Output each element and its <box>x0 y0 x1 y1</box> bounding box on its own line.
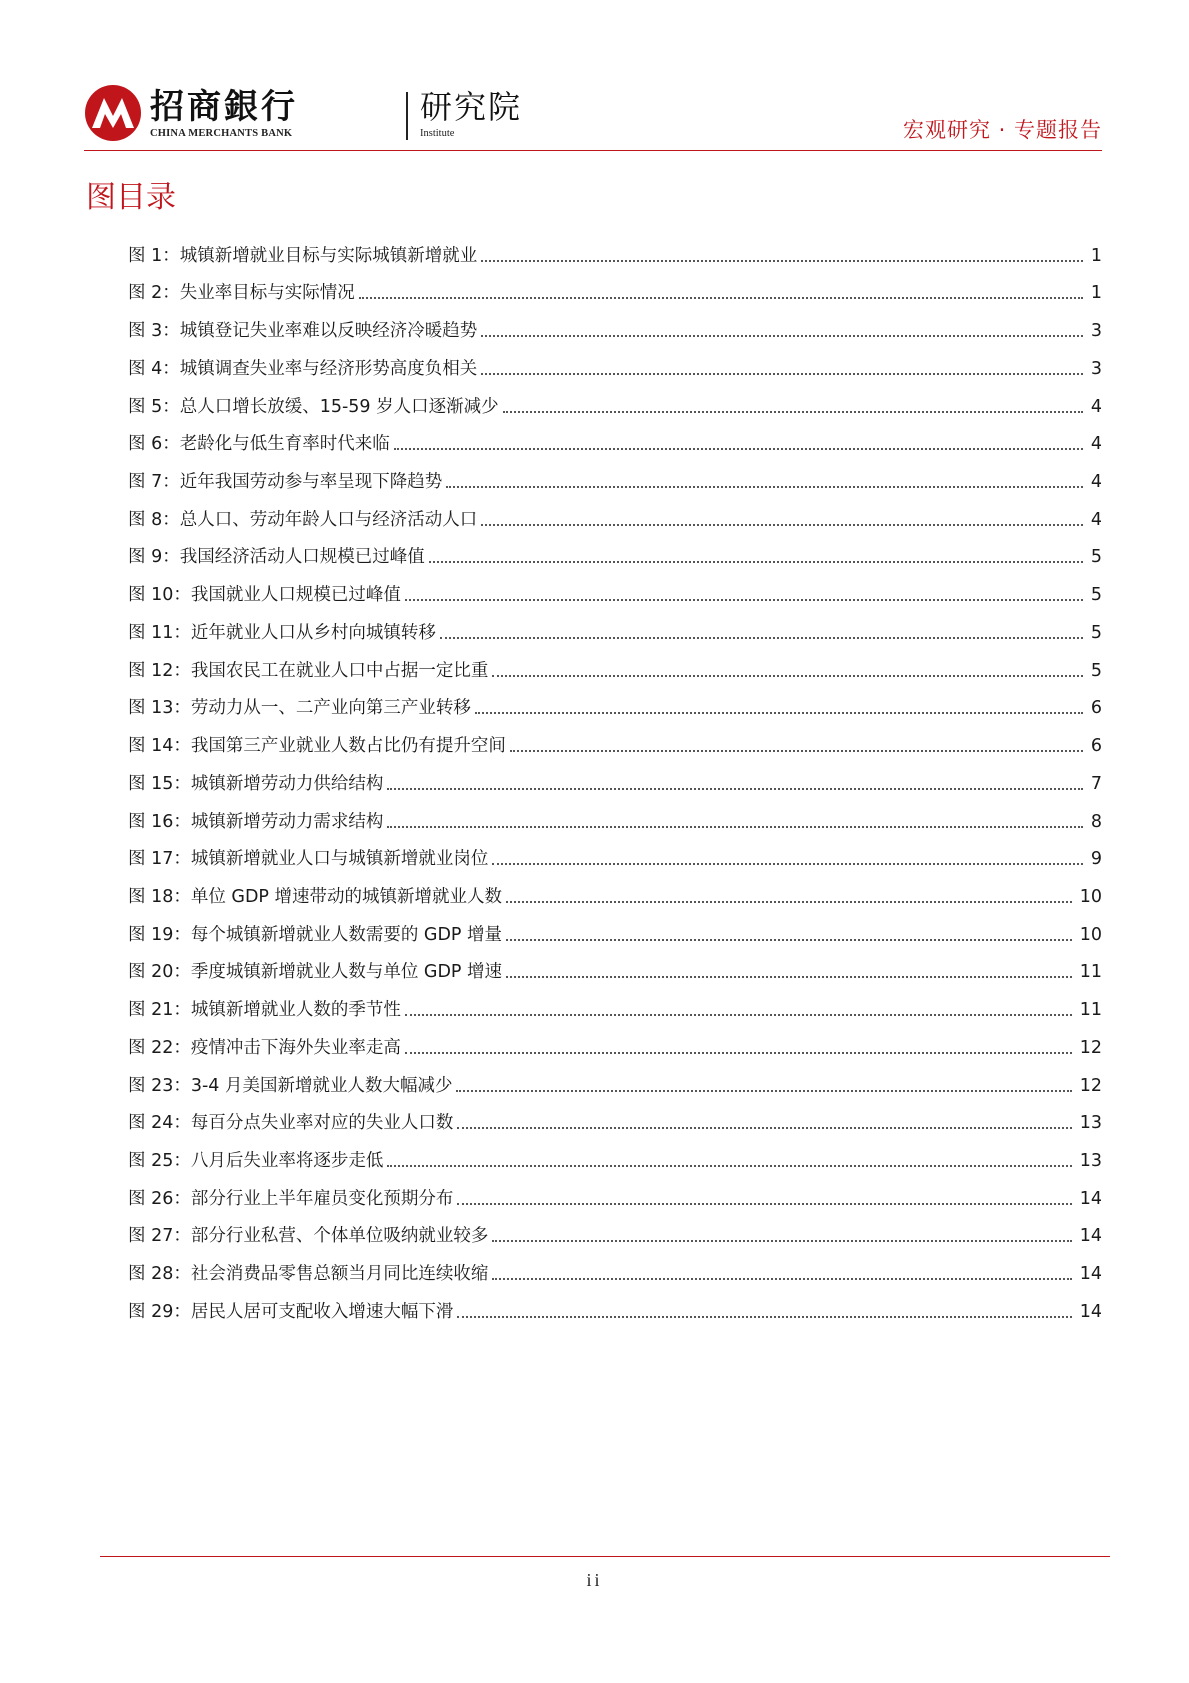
toc-leader-dots <box>506 938 1072 941</box>
toc-entry-label: 图 28：社会消费品零售总额当月同比连续收缩 <box>128 1264 489 1285</box>
institute-name-cn: 研究院 <box>420 88 523 126</box>
toc-entry[interactable] <box>128 267 1102 305</box>
toc-entry-page: 1 <box>1090 283 1102 304</box>
toc-leader-dots <box>481 334 1083 337</box>
toc-entry-page: 6 <box>1090 736 1102 757</box>
toc-entry-label: 图 25：八月后失业率将逐步走低 <box>128 1150 384 1171</box>
toc-entry-label: 图 2：失业率目标与实际情况 <box>128 283 355 304</box>
toc-entry-label: 图 10：我国就业人口规模已过峰值 <box>128 585 401 606</box>
header-rule <box>84 150 1102 151</box>
toc-entry[interactable] <box>128 342 1102 380</box>
toc-entry-label: 图 7：近年我国劳动参与率呈现下降趋势 <box>128 472 443 493</box>
toc-entry[interactable] <box>128 1172 1102 1210</box>
toc-entry-page: 5 <box>1090 585 1102 606</box>
toc-entry[interactable] <box>128 1059 1102 1097</box>
toc-entry-page: 4 <box>1090 434 1102 455</box>
toc-entry-page: 7 <box>1090 773 1102 794</box>
brand-name <box>150 88 298 139</box>
toc-entry-label: 图 19：每个城镇新增就业人数需要的 GDP 增量 <box>128 924 503 945</box>
toc-entry[interactable] <box>128 983 1102 1021</box>
toc-entry[interactable] <box>128 493 1102 531</box>
toc-entry[interactable] <box>128 644 1102 682</box>
toc-entry-page: 8 <box>1090 811 1102 832</box>
header-divider <box>406 92 408 140</box>
toc-entry-page: 12 <box>1079 1037 1102 1058</box>
toc-entry-label: 图 27：部分行业私营、个体单位吸纳就业较多 <box>128 1226 489 1247</box>
toc-leader-dots <box>492 674 1083 677</box>
toc-entry-label: 图 24：每百分点失业率对应的失业人口数 <box>128 1113 454 1134</box>
toc-entry[interactable] <box>128 870 1102 908</box>
toc-entry-label: 图 22：疫情冲击下海外失业率走高 <box>128 1037 401 1058</box>
toc-leader-dots <box>475 711 1083 714</box>
toc-leader-dots <box>456 1089 1071 1092</box>
toc-entry-page: 14 <box>1079 1301 1102 1322</box>
toc-entry-page: 10 <box>1079 924 1102 945</box>
toc-entry-label: 图 18：单位 GDP 增速带动的城镇新增就业人数 <box>128 886 503 907</box>
toc-leader-dots <box>506 900 1072 903</box>
toc-leader-dots <box>359 296 1083 299</box>
toc-entry-label: 图 4：城镇调查失业率与经济形势高度负相关 <box>128 358 478 379</box>
toc-leader-dots <box>510 749 1083 752</box>
toc-entry-label: 图 8：总人口、劳动年龄人口与经济活动人口 <box>128 509 478 530</box>
toc-entry[interactable] <box>128 682 1102 720</box>
toc-leader-dots <box>457 1315 1071 1318</box>
footer-rule <box>100 1556 1110 1557</box>
toc-entry-label: 图 23：3-4 月美国新增就业人数大幅减少 <box>128 1075 453 1096</box>
toc-leader-dots <box>387 825 1083 828</box>
toc-entry-label: 图 16：城镇新增劳动力需求结构 <box>128 811 384 832</box>
toc-entry[interactable] <box>128 1021 1102 1059</box>
toc-entry-label: 图 3：城镇登记失业率难以反映经济冷暖趋势 <box>128 321 478 342</box>
toc-entry-page: 9 <box>1090 849 1102 870</box>
toc-entry[interactable] <box>128 606 1102 644</box>
report-type: 宏观研究 · 专题报告 <box>902 118 1102 142</box>
toc-entry-page: 5 <box>1090 622 1102 643</box>
toc-leader-dots <box>387 1164 1071 1167</box>
toc-leader-dots <box>405 1013 1072 1016</box>
toc-entry-label: 图 14：我国第三产业就业人数占比仍有提升空间 <box>128 736 506 757</box>
figure-list <box>128 229 1102 1323</box>
toc-entry-label: 图 13：劳动力从一、二产业向第三产业转移 <box>128 698 471 719</box>
toc-leader-dots <box>457 1202 1071 1205</box>
toc-entry[interactable] <box>128 380 1102 418</box>
toc-entry[interactable] <box>128 1097 1102 1135</box>
toc-leader-dots <box>492 1277 1071 1280</box>
toc-leader-dots <box>481 523 1083 526</box>
toc-entry-page: 4 <box>1090 396 1102 417</box>
brand-name-en: CHINA MERCHANTS BANK <box>150 128 293 139</box>
toc-entry[interactable] <box>128 531 1102 569</box>
toc-entry[interactable] <box>128 757 1102 795</box>
toc-leader-dots <box>492 862 1083 865</box>
toc-entry-page: 14 <box>1079 1264 1102 1285</box>
toc-entry-label: 图 17：城镇新增就业人口与城镇新增就业岗位 <box>128 849 489 870</box>
toc-entry-page: 4 <box>1090 472 1102 493</box>
institute-name <box>420 88 522 139</box>
toc-title: 图目录 <box>86 180 176 215</box>
toc-entry-page: 1 <box>1090 245 1102 266</box>
toc-entry[interactable] <box>128 304 1102 342</box>
toc-leader-dots <box>481 259 1083 262</box>
institute-name-en: Institute <box>420 128 455 139</box>
toc-leader-dots <box>492 1239 1071 1242</box>
toc-entry-label: 图 12：我国农民工在就业人口中占据一定比重 <box>128 660 489 681</box>
toc-leader-dots <box>457 1126 1071 1129</box>
toc-entry-label: 图 1：城镇新增就业目标与实际城镇新增就业 <box>128 245 478 266</box>
toc-entry-label: 图 6：老龄化与低生育率时代来临 <box>128 434 390 455</box>
brand-name-cn: 招商銀行 <box>150 87 298 127</box>
toc-leader-dots <box>405 1051 1072 1054</box>
toc-entry-label: 图 20：季度城镇新增就业人数与单位 GDP 增速 <box>128 962 503 983</box>
page-number: ii <box>586 1570 603 1590</box>
toc-leader-dots <box>394 447 1083 450</box>
toc-entry[interactable] <box>128 1134 1102 1172</box>
toc-entry-page: 3 <box>1090 358 1102 379</box>
toc-entry-page: 14 <box>1079 1188 1102 1209</box>
toc-entry[interactable] <box>128 719 1102 757</box>
toc-entry-page: 6 <box>1090 698 1102 719</box>
toc-entry-label: 图 5：总人口增长放缓、15-59 岁人口逐渐减少 <box>128 396 499 417</box>
toc-entry-page: 5 <box>1090 547 1102 568</box>
toc-entry[interactable] <box>128 568 1102 606</box>
toc-entry-page: 11 <box>1079 1000 1102 1021</box>
toc-entry-label: 图 21：城镇新增就业人数的季节性 <box>128 1000 401 1021</box>
toc-entry[interactable] <box>128 908 1102 946</box>
toc-entry-page: 13 <box>1079 1150 1102 1171</box>
toc-entry-page: 3 <box>1090 321 1102 342</box>
cmb-logo-icon <box>84 84 142 142</box>
toc-entry-page: 4 <box>1090 509 1102 530</box>
toc-leader-dots <box>387 787 1083 790</box>
toc-entry[interactable] <box>128 795 1102 833</box>
toc-leader-dots <box>405 598 1083 601</box>
toc-entry-label: 图 15：城镇新增劳动力供给结构 <box>128 773 384 794</box>
toc-leader-dots <box>429 560 1083 563</box>
toc-leader-dots <box>503 410 1083 413</box>
toc-entry-page: 5 <box>1090 660 1102 681</box>
toc-leader-dots <box>481 372 1083 375</box>
toc-entry-page: 11 <box>1079 962 1102 983</box>
toc-entry-label: 图 26：部分行业上半年雇员变化预期分布 <box>128 1188 454 1209</box>
toc-entry-label: 图 11：近年就业人口从乡村向城镇转移 <box>128 622 436 643</box>
toc-entry[interactable] <box>128 455 1102 493</box>
toc-entry[interactable] <box>128 418 1102 456</box>
page-header <box>84 84 1102 148</box>
toc-entry[interactable] <box>128 946 1102 984</box>
toc-entry-page: 12 <box>1079 1075 1102 1096</box>
toc-entry-label: 图 29：居民人居可支配收入增速大幅下滑 <box>128 1301 454 1322</box>
toc-leader-dots <box>440 636 1083 639</box>
toc-entry[interactable] <box>128 833 1102 871</box>
toc-entry-label: 图 9：我国经济活动人口规模已过峰值 <box>128 547 425 568</box>
toc-entry-page: 14 <box>1079 1226 1102 1247</box>
toc-entry[interactable] <box>128 1285 1102 1323</box>
toc-entry[interactable] <box>128 1247 1102 1285</box>
toc-leader-dots <box>506 975 1072 978</box>
toc-entry-page: 10 <box>1079 886 1102 907</box>
toc-leader-dots <box>446 485 1083 488</box>
toc-entry[interactable] <box>128 229 1102 267</box>
toc-entry[interactable] <box>128 1210 1102 1248</box>
toc-entry-page: 13 <box>1079 1113 1102 1134</box>
